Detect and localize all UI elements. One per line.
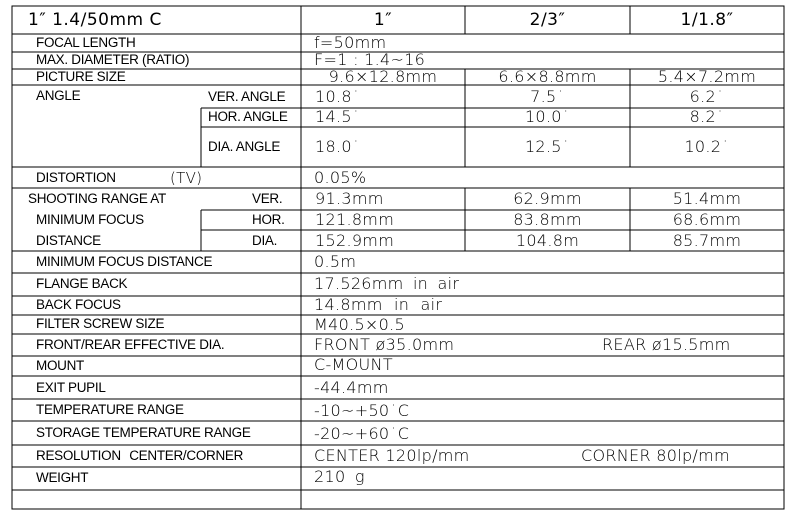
shooting-hor-1: 121.8mm <box>315 210 395 229</box>
picture-size-3: 5.4×7.2mm <box>657 67 757 86</box>
format-2-3-inch: 2/3″ <box>529 10 566 30</box>
shooting-range-label-line1: SHOOTING RANGE AT <box>28 191 166 206</box>
shooting-ver-3: 51.4mm <box>672 189 742 208</box>
temperature-label: TEMPERATURE RANGE <box>36 402 184 417</box>
focal-length-value: f=50mm <box>314 33 387 52</box>
back-focus-value: 14.8mm in air <box>314 295 443 314</box>
hor-angle-label: HOR. ANGLE <box>208 109 288 124</box>
shooting-hor-3: 68.6mm <box>672 210 742 229</box>
distortion-label: DISTORTION <box>36 170 116 185</box>
format-1-inch: 1″ <box>373 10 393 30</box>
flange-back-value: 17.526mm in air <box>314 274 460 293</box>
shooting-hor-2: 83.8mm <box>513 210 582 229</box>
max-diameter-value: F=1 : 1.4~16 <box>314 50 426 69</box>
exit-pupil-value: -44.4mm <box>314 378 389 397</box>
shooting-dia-3: 85.7mm <box>672 231 742 250</box>
resolution-center: CENTER 120lp/mm <box>314 446 470 465</box>
lens-spec-sheet <box>12 3 784 511</box>
ver-angle-label: VER. ANGLE <box>208 89 286 104</box>
exit-pupil-label: EXIT PUPIL <box>36 380 106 395</box>
resolution-corner: CORNER 80lp/mm <box>581 446 730 465</box>
back-focus-label: BACK FOCUS <box>36 297 121 312</box>
shooting-range-label-line3: DISTANCE <box>36 233 101 248</box>
ver-angle-1: 10.8˙ <box>315 87 361 106</box>
hor-angle-1: 14.5˙ <box>315 107 361 126</box>
picture-size-1: 9.6×12.8mm <box>328 67 438 86</box>
hor-angle-3: 8.2˙ <box>689 107 725 126</box>
dia-angle-1: 18.0˙ <box>315 137 361 156</box>
distortion-tv-label: (TV) <box>170 169 203 187</box>
shooting-ver-label: VER. <box>252 191 283 206</box>
weight-value: 210 g <box>314 467 365 486</box>
distortion-value: 0.05% <box>314 168 367 187</box>
hor-angle-2: 10.0˙ <box>524 107 571 126</box>
effective-dia-label: FRONT/REAR EFFECTIVE DIA. <box>36 337 225 352</box>
storage-temperature-value: -20~+60˙C <box>314 424 410 443</box>
shooting-ver-2: 62.9mm <box>513 189 582 208</box>
dia-angle-2: 12.5˙ <box>524 137 571 156</box>
lens-title: 1″ 1.4/50mm C <box>28 10 162 30</box>
front-effective-dia: FRONT ø35.0mm <box>314 335 455 354</box>
storage-temperature-label: STORAGE TEMPERATURE RANGE <box>36 425 251 440</box>
dia-angle-3: 10.2˙ <box>684 137 730 156</box>
max-diameter-label: MAX. DIAMETER (RATIO) <box>36 52 190 67</box>
rear-effective-dia: REAR ø15.5mm <box>602 335 731 354</box>
weight-label: WEIGHT <box>36 470 89 485</box>
dia-angle-label: DIA. ANGLE <box>208 139 281 154</box>
angle-label: ANGLE <box>36 88 81 103</box>
filter-screw-label: FILTER SCREW SIZE <box>36 316 165 331</box>
picture-size-label: PICTURE SIZE <box>36 69 126 84</box>
shooting-hor-label: HOR. <box>252 212 285 227</box>
min-focus-label: MINIMUM FOCUS DISTANCE <box>36 254 213 269</box>
flange-back-label: FLANGE BACK <box>36 276 128 291</box>
min-focus-value: 0.5m <box>314 252 357 271</box>
shooting-ver-1: 91.3mm <box>315 189 384 208</box>
mount-value: C-MOUNT <box>314 355 393 374</box>
shooting-dia-1: 152.9mm <box>315 231 395 250</box>
format-1-1-8-inch: 1/1.8″ <box>680 10 734 30</box>
picture-size-2: 6.6×8.8mm <box>498 67 597 86</box>
focal-length-label: FOCAL LENGTH <box>36 35 136 50</box>
ver-angle-3: 6.2˙ <box>689 87 725 106</box>
temperature-value: -10~+50˙C <box>314 401 410 420</box>
shooting-dia-2: 104.8m <box>515 231 580 250</box>
shooting-dia-label: DIA. <box>252 233 278 248</box>
filter-screw-value: M40.5×0.5 <box>314 315 405 334</box>
shooting-range-label-line2: MINIMUM FOCUS <box>36 212 144 227</box>
mount-label: MOUNT <box>36 358 84 373</box>
resolution-label: RESOLUTION CENTER/CORNER <box>36 448 244 463</box>
ver-angle-2: 7.5˙ <box>530 87 565 106</box>
